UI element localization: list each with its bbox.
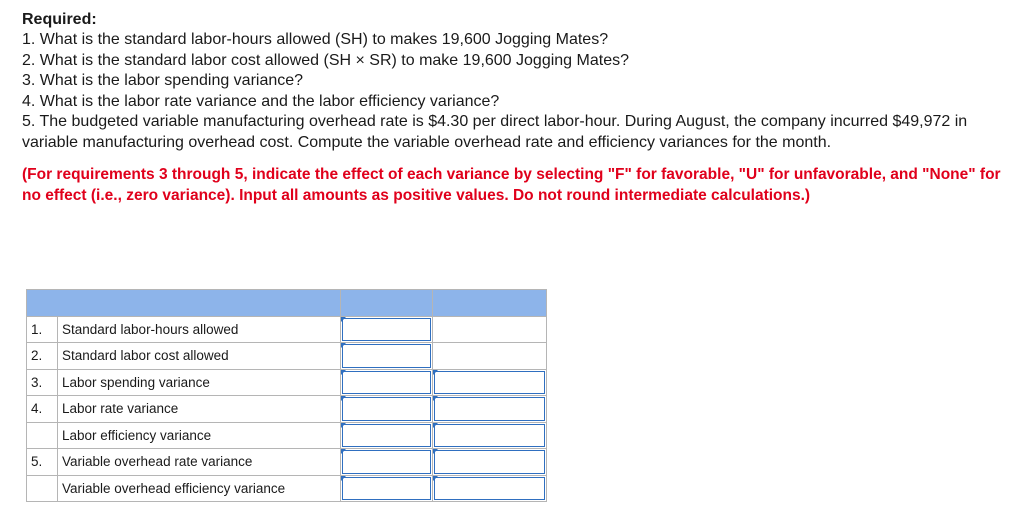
amount-cell — [341, 422, 433, 449]
table-header-row — [27, 290, 547, 317]
table-row — [27, 449, 547, 476]
effect-select[interactable] — [434, 477, 545, 501]
row-label: Labor efficiency variance — [58, 422, 341, 449]
requirement-1: 1. What is the standard labor-hours allowed (SH) to makes 19,600 Jogging Mates? — [22, 31, 609, 48]
dropdown-marker-icon — [433, 476, 438, 481]
dropdown-marker-icon — [433, 396, 438, 401]
header-cell-effect — [433, 290, 547, 317]
input-marker-icon — [341, 396, 346, 401]
row-number: 3. — [27, 369, 58, 396]
row-label: Labor rate variance — [58, 396, 341, 423]
table-row — [27, 369, 547, 396]
row-label: Standard labor cost allowed — [58, 343, 341, 370]
amount-cell — [341, 396, 433, 423]
amount-input[interactable] — [342, 450, 431, 474]
amount-cell — [341, 369, 433, 396]
dropdown-marker-icon — [433, 423, 438, 428]
header-cell-label — [27, 290, 341, 317]
input-marker-icon — [341, 423, 346, 428]
table-row — [27, 475, 547, 502]
requirement-3: 3. What is the labor spending variance? — [22, 72, 304, 89]
required-heading: Required: — [22, 11, 97, 28]
amount-input[interactable] — [342, 424, 431, 448]
row-label: Standard labor-hours allowed — [58, 316, 341, 343]
header-cell-amount — [341, 290, 433, 317]
row-number: 2. — [27, 343, 58, 370]
row-number: 5. — [27, 449, 58, 476]
input-marker-icon — [341, 476, 346, 481]
input-marker-icon — [341, 343, 346, 348]
table-row — [27, 422, 547, 449]
dropdown-marker-icon — [433, 370, 438, 375]
row-number — [27, 475, 58, 502]
amount-input[interactable] — [342, 477, 431, 501]
amount-input[interactable] — [342, 371, 431, 395]
instructions-text: (For requirements 3 through 5, indicate the effect of each variance by selecting "F" for favorable, "U" for unfavorable, and "None" for no effect (i.e., zero variance). Input all amounts as positive values. Do not round intermediate calculations.) — [22, 166, 1001, 204]
answer-table — [26, 289, 547, 502]
effect-cell — [433, 422, 547, 449]
row-number: 4. — [27, 396, 58, 423]
effect-cell — [433, 449, 547, 476]
table-row — [27, 316, 547, 343]
table-row — [27, 343, 547, 370]
table-row — [27, 396, 547, 423]
requirement-5: 5. The budgeted variable manufacturing overhead rate is $4.30 per direct labor-hour. During August, the company incurred $49,972 in variable manufacturing overhead cost. Compute the variable overhead rate and efficiency variances for the month. — [22, 113, 968, 151]
effect-select[interactable] — [434, 450, 545, 474]
requirement-2: 2. What is the standard labor cost allowed (SH × SR) to make 19,600 Jogging Mates? — [22, 51, 629, 69]
row-label: Labor spending variance — [58, 369, 341, 396]
dropdown-marker-icon — [433, 449, 438, 454]
row-label: Variable overhead rate variance — [58, 449, 341, 476]
effect-cell — [433, 396, 547, 423]
effect-cell — [433, 369, 547, 396]
row-number — [27, 422, 58, 449]
amount-cell — [341, 475, 433, 502]
amount-cell — [341, 316, 433, 343]
amount-input[interactable] — [342, 397, 431, 421]
row-number: 1. — [27, 316, 58, 343]
effect-select[interactable] — [434, 371, 545, 395]
amount-cell — [341, 449, 433, 476]
empty-effect-cell — [433, 343, 547, 370]
amount-cell — [341, 343, 433, 370]
question-content — [22, 9, 1017, 206]
amount-input[interactable] — [342, 318, 431, 342]
empty-effect-cell — [433, 316, 547, 343]
effect-select[interactable] — [434, 424, 545, 448]
row-label: Variable overhead efficiency variance — [58, 475, 341, 502]
input-marker-icon — [341, 370, 346, 375]
effect-select[interactable] — [434, 397, 545, 421]
amount-input[interactable] — [342, 344, 431, 368]
requirement-4: 4. What is the labor rate variance and the labor efficiency variance? — [22, 92, 500, 110]
input-marker-icon — [341, 317, 346, 322]
effect-cell — [433, 475, 547, 502]
input-marker-icon — [341, 449, 346, 454]
